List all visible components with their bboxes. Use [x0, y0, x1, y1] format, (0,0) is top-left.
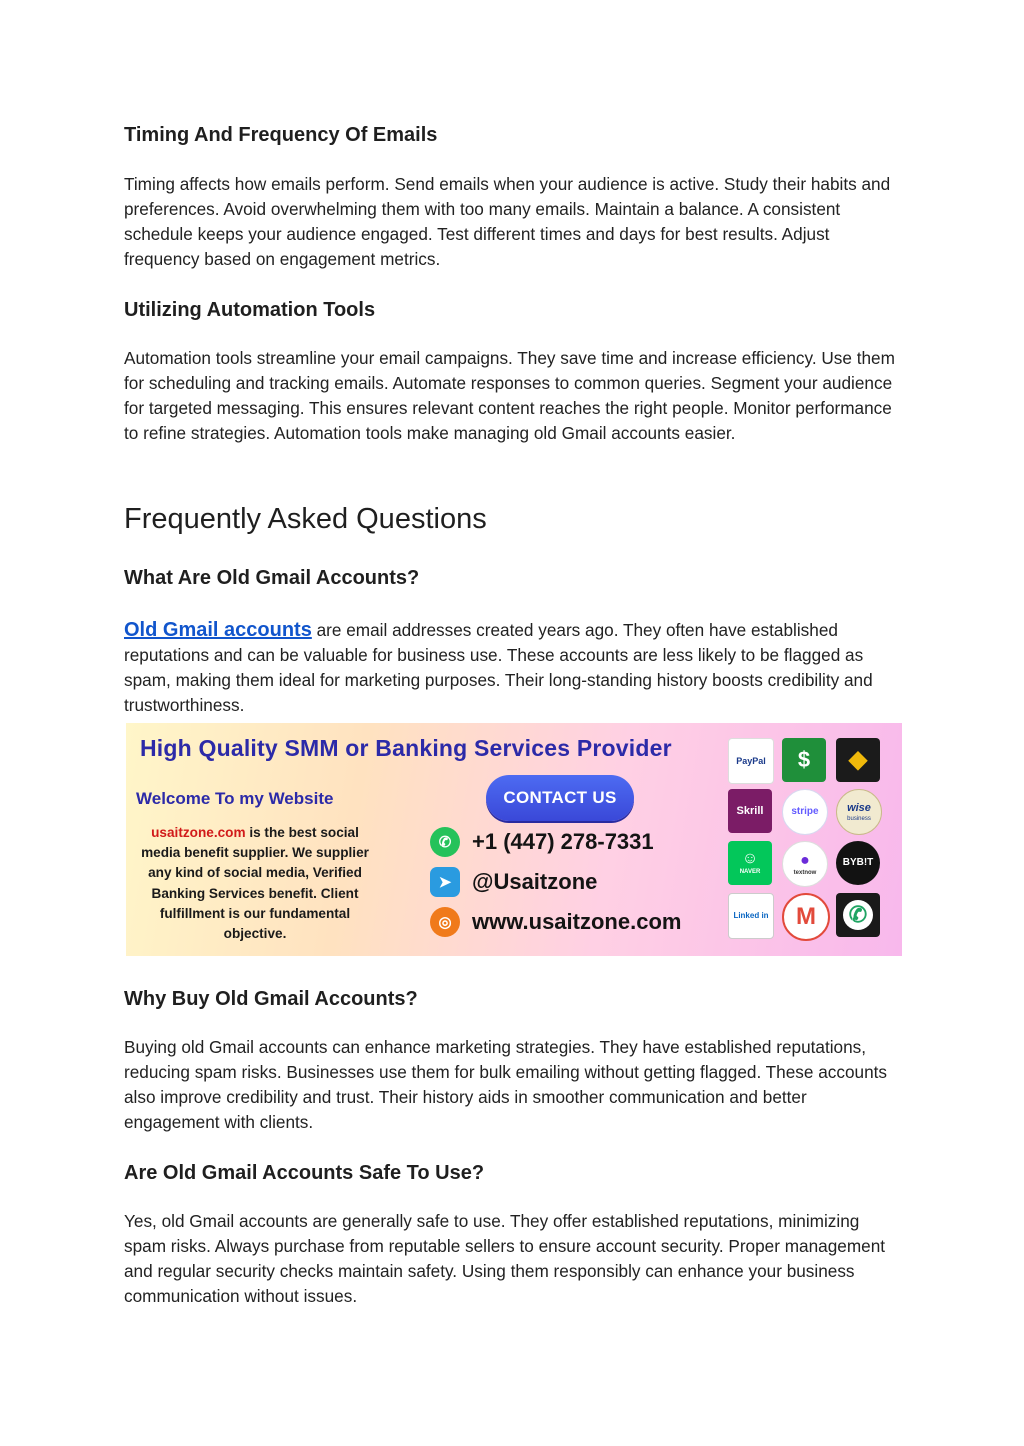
stripe-logo-icon [782, 789, 828, 835]
faq-heading: Frequently Asked Questions [124, 503, 487, 535]
binance-logo-icon [836, 738, 880, 782]
banner-description [130, 823, 380, 944]
old-gmail-accounts-link[interactable]: Old Gmail accounts [124, 619, 312, 641]
contact-us-button[interactable]: CONTACT US [486, 775, 634, 821]
banner-site-accent: usaitzone.com [151, 825, 246, 840]
banner-welcome: Welcome To my Website [136, 789, 334, 808]
gmail-logo-text: M [796, 903, 816, 930]
linkedin-logo-text: Linked in [733, 911, 769, 920]
google-voice-logo-text: ✆ [843, 900, 873, 930]
what-are-body: are email addresses created years ago. They often have established reputations and can be valuable for business use. These accounts are less likely to be flagged as spam, making them ideal for marketing purposes. Their long-standing history boosts credibility and trustworthiness. [124, 620, 873, 715]
paypal-logo-icon [728, 738, 774, 784]
telegram-icon: ➤ [430, 867, 460, 897]
promo-banner-image[interactable] [126, 723, 902, 956]
banner-title: High Quality SMM or Banking Services Provider [140, 735, 672, 761]
timing-paragraph: Timing affects how emails perform. Send emails when your audience is active. Study their habits and preferences. Avoid overwhelming them with too many emails. Maintain a balance. A consistent schedule keeps your audience engaged. Test different times and days for best results. Adjust frequency based on engagement metrics. [124, 174, 891, 269]
linkedin-logo-icon [728, 893, 774, 939]
banner-telegram: @Usaitzone [472, 869, 598, 894]
banner-website-row [430, 907, 681, 937]
gmail-logo-icon [782, 893, 830, 941]
banner-phone-row [430, 827, 654, 857]
banner-website: www.usaitzone.com [472, 909, 682, 934]
globe-icon: ◎ [430, 907, 460, 937]
automation-paragraph: Automation tools streamline your email campaigns. They save time and increase efficiency. Use them for scheduling and tracking emails. Automate responses to common queries. Segment your audience for targeted messaging. This ensures relevant content reaches the right people. Monitor performance to refine strategies. Automation tools make managing old Gmail accounts easier. [124, 348, 895, 443]
skrill-logo-icon [728, 789, 772, 833]
naver-logo-icon [728, 841, 772, 885]
what-are-heading: What Are Old Gmail Accounts? [124, 567, 420, 589]
safe-heading: Are Old Gmail Accounts Safe To Use? [124, 1162, 485, 1184]
naver-logo-text: NAVER [739, 869, 761, 875]
binance-logo-text: ◆ [848, 746, 868, 773]
timing-heading: Timing And Frequency Of Emails [124, 124, 438, 146]
safe-paragraph: Yes, old Gmail accounts are generally safe to use. They offer established reputations, minimizing spam risks. Always purchase from reputable sellers to ensure account security. Proper management and regular security checks maintain safety. Using them responsibly can enhance your business communication without issues. [124, 1211, 886, 1306]
naver-mark-icon: ☺ [741, 850, 759, 867]
paypal-logo-text: PayPal [736, 755, 766, 766]
textnow-logo-icon [782, 841, 828, 887]
skrill-logo-text: Skrill [736, 804, 764, 817]
banner-telegram-row [430, 867, 597, 897]
google-voice-logo-icon [836, 893, 880, 937]
cashapp-logo-text: $ [797, 747, 811, 772]
wise-logo-subtext: business [847, 815, 871, 822]
whatsapp-icon: ✆ [430, 827, 460, 857]
bybit-logo-text: BYB!T [842, 857, 874, 868]
what-are-paragraph [124, 618, 904, 718]
wise-logo-text: wise [847, 801, 871, 814]
banner-phone: +1 (447) 278-7331 [472, 829, 654, 854]
stripe-logo-text: stripe [791, 806, 819, 817]
cashapp-logo-icon [782, 738, 826, 782]
bybit-logo-icon [836, 841, 880, 885]
textnow-mark-icon: ● [800, 851, 810, 869]
banner-description-text: is the best social media benefit supplier. We supplier any kind of social media, Verified Banking Services benefit. Client fulfillment is our fundamental objective. [141, 825, 369, 942]
why-buy-heading: Why Buy Old Gmail Accounts? [124, 988, 418, 1010]
why-buy-paragraph: Buying old Gmail accounts can enhance marketing strategies. They have established reputations, reducing spam risks. Businesses use them for bulk emailing without getting flagged. These accounts also improve credibility and trust. Their history aids in smoother communication and better engagement with clients. [124, 1037, 888, 1132]
wise-logo-icon [836, 789, 882, 835]
textnow-logo-text: textnow [793, 869, 817, 876]
automation-heading: Utilizing Automation Tools [124, 299, 376, 321]
